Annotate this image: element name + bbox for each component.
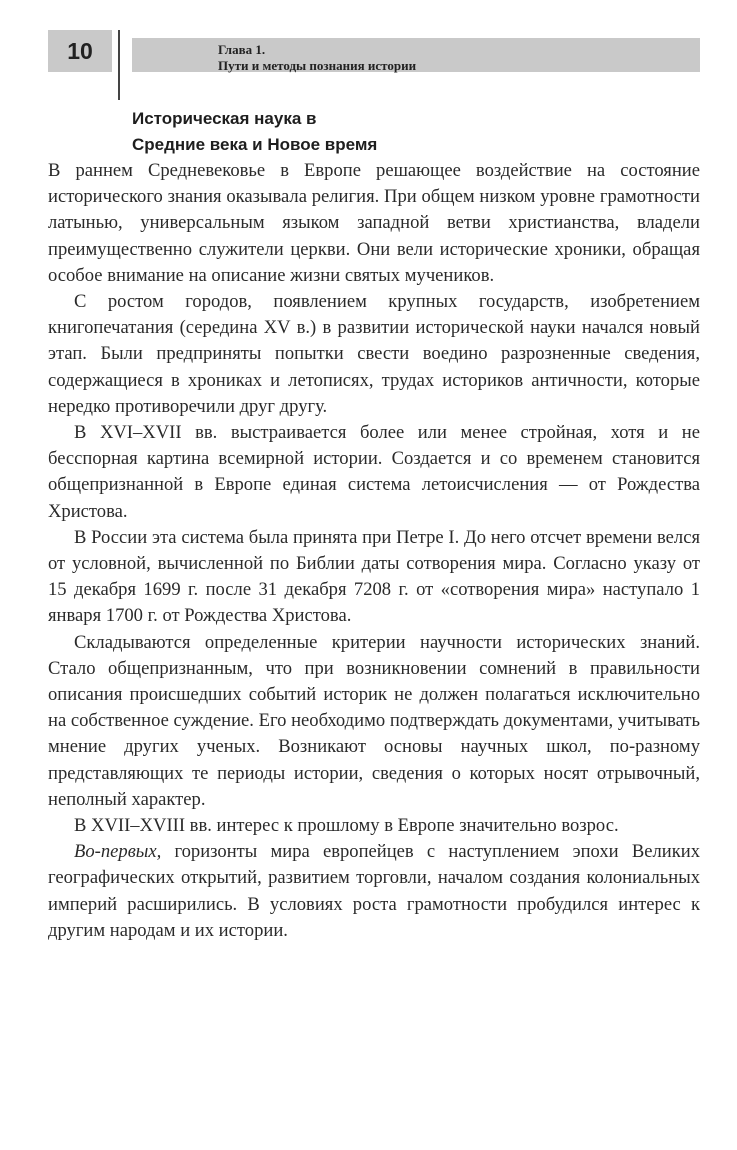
section-title-line-1: Историческая наука в	[132, 109, 317, 128]
paragraph: В раннем Средневековье в Европе решающее воздействие на состояние исторического знания оказывала религия. При общем низком уровне грамотности латынью, универсальным языком западной ветви христианства, владели преимущественно служители церкви. Они вели исторические хроники, обращая особое внимание на описание жизни святых мучеников.	[48, 160, 700, 286]
chapter-band	[132, 38, 700, 72]
paragraph: В XVI–XVII вв. выстраивается более или менее стройная, хотя и не бесспорная картина всемирной истории. Создается и со временем становится общепризнанной в Европе единая система летоисчисления — от Рождества Христова.	[48, 422, 700, 522]
paragraph	[48, 839, 700, 944]
running-head	[218, 42, 416, 74]
paragraph: Складываются определенные критерии научности исторических знаний. Стало общепризнанным, что при возникновении сомнений в правильности описания происшедших событий историк не должен полагаться исключительно на собственное суждение. Его необходимо подтверждать документами, учитывать мнение других ученых. Возникают основы научных школ, по-разному представляющих те периоды истории, сведения о которых носят отрывочный, неполный характер.	[48, 631, 700, 810]
header-divider	[118, 30, 120, 100]
paragraph-lead: Во-первых,	[74, 841, 162, 863]
section-heading	[48, 106, 700, 158]
chapter-label: Глава 1.	[218, 42, 266, 57]
section-title-line-2: Средние века и Новое время	[132, 135, 378, 154]
paragraph: С ростом городов, появлением крупных государств, изобретением книгопечатания (середина XV в.) в развитии исторической науки начался новый этап. Были предприняты попытки свести воедино разрозненные сведения, содержащиеся в хрониках и летописях, трудах историков античности, которые нередко противоречили друг другу.	[48, 291, 700, 417]
page-number: 10	[48, 30, 112, 72]
chapter-title: Пути и методы познания истории	[218, 58, 417, 73]
paragraph: В XVII–XVIII вв. интерес к прошлому в Европе значительно возрос.	[74, 815, 619, 837]
paragraph: В России эта система была принята при Петре I. До него отсчет времени велся от условной, вычисленной по Библии даты сотворения мира. Согласно указу от 15 декабря 1699 г. после 31 декабря 7208 г. от «сотворения мира» наступало 1 января 1700 г. от Рождества Христова.	[48, 526, 700, 627]
page-body	[48, 106, 700, 944]
paragraph-rest: горизонты мира европейцев с наступлением эпохи Великих географических открытий, развитием торговли, началом создания колониальных империй расширились. В условиях роста грамотности пробудился интерес к другим народам и их истории.	[48, 841, 700, 941]
page-header	[48, 30, 700, 72]
